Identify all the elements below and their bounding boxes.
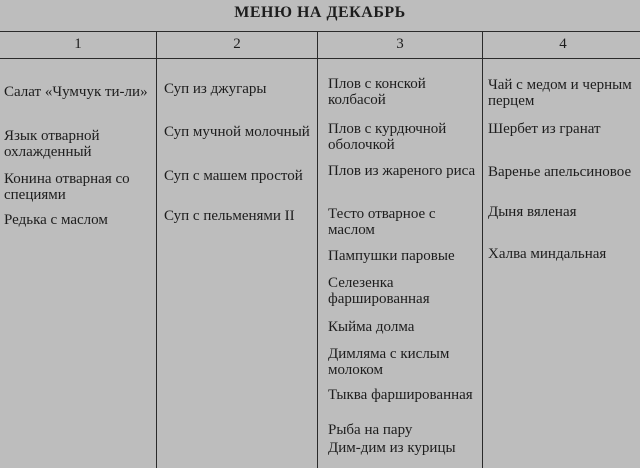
column-divider-3	[482, 31, 483, 468]
menu-item: Конина отварная со специями	[4, 171, 130, 203]
menu-item: Кыйма долма	[328, 319, 415, 335]
column-header-3: 3	[396, 36, 404, 52]
menu-item: Тыква фаршированная	[328, 387, 473, 403]
page-title: МЕНЮ НА ДЕКАБРЬ	[234, 4, 406, 21]
column-divider-1	[156, 31, 157, 468]
menu-item: Дыня вяленая	[488, 204, 577, 220]
menu-item: Чай с медом и черным перцем	[488, 77, 632, 109]
menu-item: Суп из джугары	[164, 81, 267, 97]
menu-item: Суп с пельменями II	[164, 208, 295, 224]
menu-item: Салат «Чумчук ти-ли»	[4, 84, 148, 100]
menu-item: Рыба на пару	[328, 422, 413, 438]
column-divider-2	[317, 31, 318, 468]
menu-item: Редька с маслом	[4, 212, 108, 228]
menu-item: Плов с курдючной оболочкой	[328, 121, 447, 153]
menu-item: Селезенка фаршированная	[328, 275, 430, 307]
menu-item: Суп мучной молочный	[164, 124, 310, 140]
menu-item: Халва миндальная	[488, 246, 607, 262]
menu-item: Плов из жареного риса	[328, 163, 476, 179]
column-header-2: 2	[233, 36, 241, 52]
menu-item: Шербет из гранат	[488, 121, 601, 137]
menu-item: Тесто отварное с маслом	[328, 206, 436, 238]
menu-item: Язык отварной охлажденный	[4, 128, 100, 160]
header-bottom-rule	[0, 58, 640, 59]
menu-item: Плов с конской колбасой	[328, 76, 426, 108]
menu-item: Суп с машем простой	[164, 168, 303, 184]
table-top-rule	[0, 31, 640, 32]
column-header-4: 4	[559, 36, 567, 52]
column-header-1: 1	[74, 36, 82, 52]
menu-item: Пампушки паровые	[328, 248, 455, 264]
menu-item: Дим-дим из курицы	[328, 440, 456, 456]
menu-item: Варенье апельсиновое	[488, 164, 632, 180]
menu-item: Димляма с кислым молоком	[328, 346, 450, 378]
